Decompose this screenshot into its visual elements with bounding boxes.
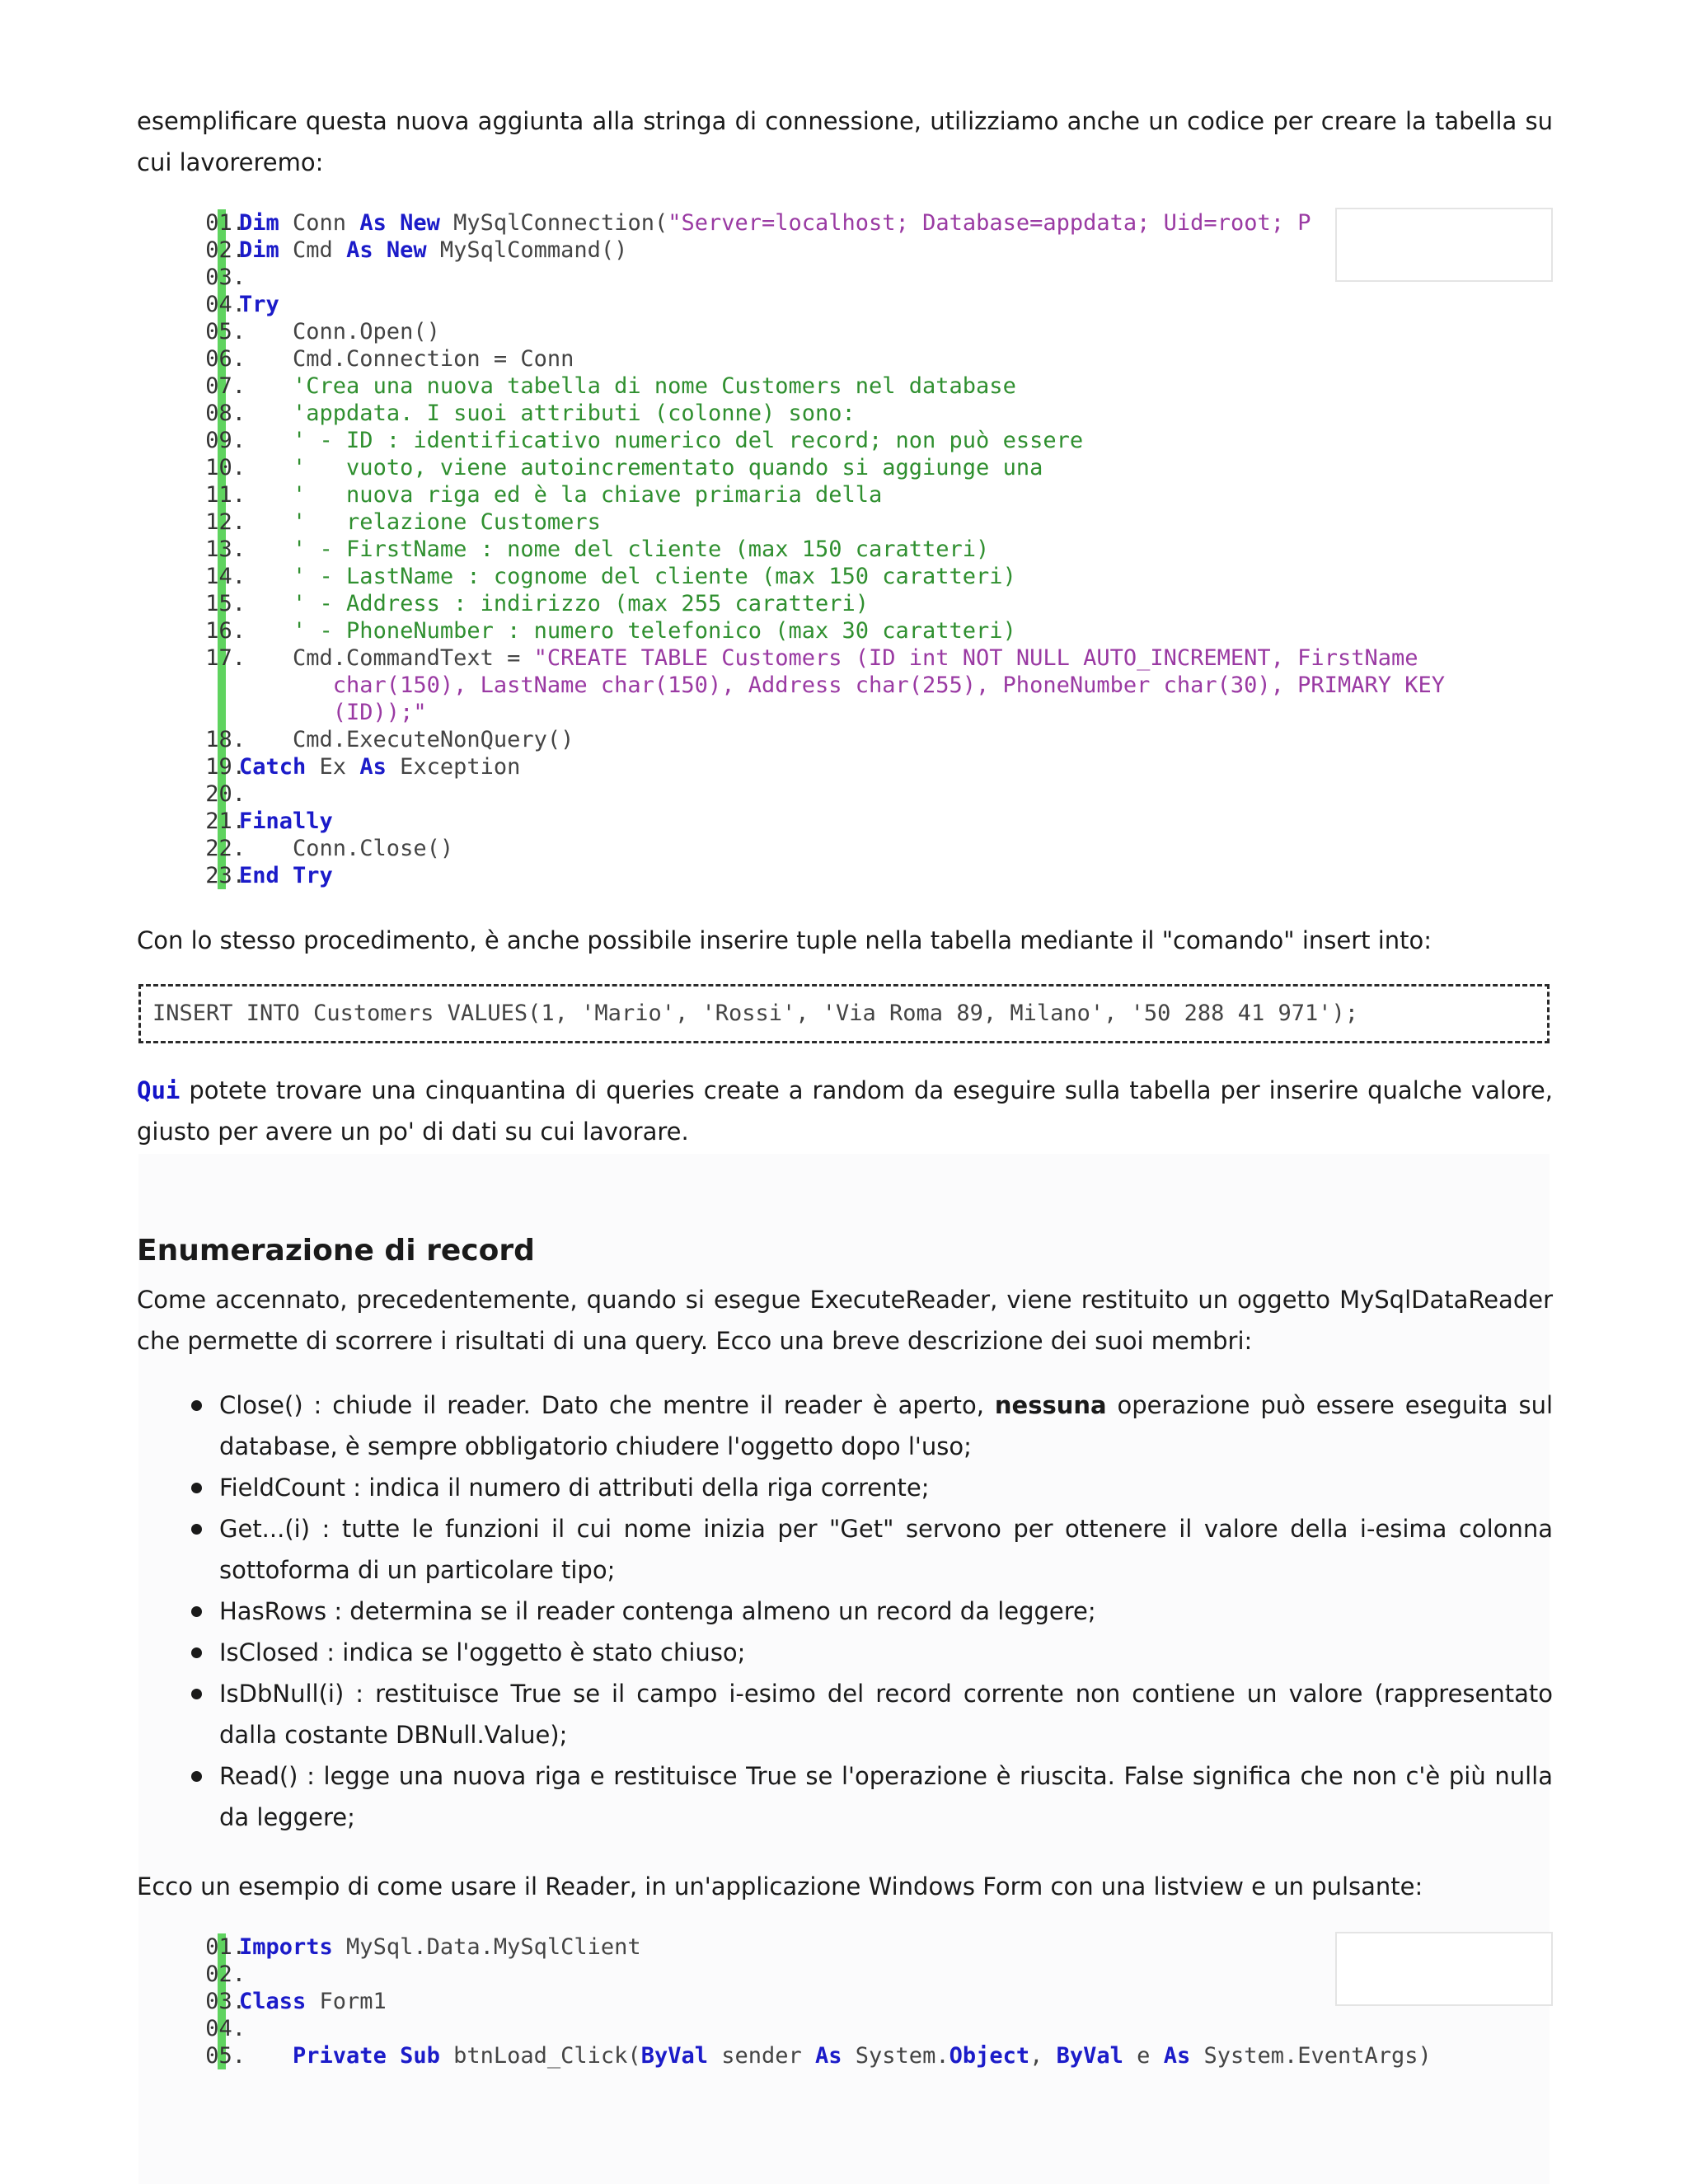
code-token: Class — [239, 1989, 307, 2014]
code-text — [239, 481, 882, 509]
code-token: Cmd.Connection = Conn — [239, 346, 574, 372]
member-text: Read() : legge una nuova riga e restituisce True se l'operazione è riuscita. False significa che non c'è più nulla da leggere; — [219, 1762, 1553, 1831]
code-line — [140, 835, 1556, 862]
line-number: 05. — [205, 319, 246, 344]
line-number: 02. — [205, 237, 246, 263]
line-number: 10. — [205, 455, 246, 480]
code-text — [239, 536, 989, 563]
code-toolbar-overlay[interactable] — [1335, 208, 1553, 282]
code-token: Conn — [279, 210, 360, 236]
insert-intro-paragraph: Con lo stesso procedimento, è anche possibile inserire tuple nella tabella mediante il "comando" insert into: — [137, 926, 1432, 954]
code-token: Conn.Open() — [239, 319, 440, 344]
code-token: As — [1163, 2043, 1191, 2069]
line-number: 06. — [205, 346, 246, 372]
insert-sql-box: INSERT INTO Customers VALUES(1, 'Mario', 'Rossi', 'Via Roma 89, Milano', '50 288 41 971'); — [138, 984, 1550, 1043]
line-number: 22. — [205, 836, 246, 861]
code-text — [239, 1988, 387, 2015]
code-token: ' - PhoneNumber : numero telefonico (max 30 caratteri) — [293, 618, 1016, 644]
line-number: 13. — [205, 537, 246, 562]
line-number: 19. — [205, 754, 246, 780]
line-number: 03. — [205, 1989, 246, 2014]
code-line — [140, 291, 1556, 318]
code-token: (ID));" — [239, 700, 427, 725]
code-line — [140, 753, 1556, 780]
line-number: 01. — [205, 210, 246, 236]
member-text: Close() : chiude il reader. Dato che mentre il reader è aperto, — [219, 1391, 995, 1419]
code-text — [239, 835, 453, 862]
code-line — [140, 536, 1556, 563]
bullet-icon — [191, 1606, 202, 1617]
member-text: IsClosed : indica se l'oggetto è stato chiuso; — [219, 1638, 746, 1666]
code-token: As — [359, 754, 387, 780]
line-number: 21. — [205, 808, 246, 834]
line-number: 16. — [205, 618, 246, 644]
code-text — [239, 1933, 641, 1961]
member-item — [137, 1591, 1553, 1632]
member-item — [137, 1673, 1553, 1755]
code-token: ' relazione Customers — [293, 509, 601, 535]
code-token: ' vuoto, viene autoincrementato quando si aggiunge una — [293, 455, 1043, 480]
code-token: MySql.Data.MySqlClient — [332, 1934, 641, 1960]
qui-text: potete trovare una cinquantina di queries create a random da eseguire sulla tabella per inserire qualche valore, giusto per avere un po' di dati su cui lavorare. — [137, 1076, 1553, 1146]
line-number: 17. — [205, 645, 246, 671]
code-text — [239, 509, 601, 536]
member-item — [137, 1508, 1553, 1591]
code-token: "Server=localhost; Database=appdata; Uid=root; P — [668, 210, 1311, 236]
bullet-icon — [191, 1524, 202, 1535]
code-token — [239, 428, 293, 453]
code-token: Try — [239, 292, 279, 317]
code-line — [140, 780, 1556, 808]
code-token — [239, 564, 293, 589]
code-token: As New — [346, 237, 427, 263]
code-token: As — [815, 2043, 842, 2069]
section-heading: Enumerazione di record — [137, 1234, 535, 1268]
example-intro-paragraph: Ecco un esempio di come usare il Reader, in un'applicazione Windows Form con una listview e un pulsante: — [137, 1872, 1423, 1900]
code-text — [239, 400, 856, 427]
code-line — [140, 617, 1556, 644]
code-line — [140, 2042, 1556, 2069]
code-token: As New — [359, 210, 440, 236]
code-token — [239, 455, 293, 480]
code-text — [239, 345, 574, 373]
code-text — [239, 427, 1083, 454]
code-token: System.EventArgs) — [1190, 2043, 1432, 2069]
line-number: 12. — [205, 509, 246, 535]
code-token — [239, 373, 293, 399]
code-text — [239, 617, 1016, 644]
qui-paragraph — [137, 1070, 1553, 1152]
line-number: 23. — [205, 863, 246, 888]
code-text — [239, 699, 427, 726]
code-line — [140, 862, 1556, 889]
code-token — [239, 509, 293, 535]
line-number: 02. — [205, 1961, 246, 1987]
line-number: 20. — [205, 781, 246, 807]
code-line — [140, 672, 1556, 699]
code-text — [239, 672, 1445, 699]
line-number: 15. — [205, 591, 246, 616]
code-line — [140, 400, 1556, 427]
intro-paragraph: esemplificare questa nuova aggiunta alla stringa di connessione, utilizziamo anche un codice per creare la tabella su cui lavoreremo: — [137, 107, 1553, 176]
code-token: ' - LastName : cognome del cliente (max 150 caratteri) — [293, 564, 1016, 589]
code-token: End Try — [239, 863, 333, 888]
line-number: 04. — [205, 2016, 246, 2041]
code-token: e — [1123, 2043, 1164, 2069]
code-token: , — [1029, 2043, 1057, 2069]
member-emphasis: nessuna — [994, 1391, 1107, 1419]
code-token — [239, 2043, 293, 2069]
code-line — [140, 563, 1556, 590]
code-line — [140, 509, 1556, 536]
code-line — [140, 699, 1556, 726]
members-list — [137, 1385, 1553, 1838]
qui-link[interactable]: Qui — [137, 1076, 181, 1104]
code-token: Conn.Close() — [239, 836, 454, 861]
code-token — [239, 591, 293, 616]
code-line — [140, 427, 1556, 454]
code-line — [140, 345, 1556, 373]
member-text: HasRows : determina se il reader contenga almeno un record da leggere; — [219, 1597, 1096, 1625]
line-number: 08. — [205, 401, 246, 426]
bullet-icon — [191, 1689, 202, 1699]
reader-intro-paragraph: Come accennato, precedentemente, quando si esegue ExecuteReader, viene restituito un oggetto MySqlDataReader che permette di scorrere i risultati di una query. Ecco una breve descrizione dei suoi membri: — [137, 1286, 1553, 1355]
code-token — [239, 537, 293, 562]
code-token: Dim — [239, 237, 279, 263]
code-text — [239, 862, 333, 889]
code-token: Catch — [239, 754, 307, 780]
line-number: 01. — [205, 1934, 246, 1960]
code-token: sender — [707, 2043, 816, 2069]
line-number: 03. — [205, 265, 246, 290]
code-text — [239, 373, 1016, 400]
code-token: Cmd.ExecuteNonQuery() — [239, 727, 574, 752]
code-block-create-table — [140, 209, 1556, 889]
code-token: ByVal — [640, 2043, 708, 2069]
member-text: operazione può essere eseguita sul database, è sempre obbligatorio chiudere l'oggetto dopo l'uso; — [219, 1391, 1553, 1460]
code-token: System. — [842, 2043, 950, 2069]
code-token: Cmd — [279, 237, 347, 263]
code-token: Finally — [239, 808, 333, 834]
code-line — [140, 808, 1556, 835]
line-number: 09. — [205, 428, 246, 453]
code-token: Exception — [386, 754, 521, 780]
code-token: char(150), LastName char(150), Address char(255), PhoneNumber char(30), PRIMARY KEY — [239, 673, 1445, 698]
code-line — [140, 454, 1556, 481]
code-text — [239, 808, 333, 835]
code-token — [239, 401, 293, 426]
code-token: Object — [949, 2043, 1030, 2069]
code-token — [239, 618, 293, 644]
member-item — [137, 1385, 1553, 1467]
code-token: 'Crea una nuova tabella di nome Customers nel database — [293, 373, 1016, 399]
code-toolbar-overlay-2[interactable] — [1335, 1932, 1553, 2006]
line-number: 05. — [205, 2043, 246, 2069]
code-line — [140, 2015, 1556, 2042]
code-line — [140, 590, 1556, 617]
code-line — [140, 481, 1556, 509]
code-token: Private Sub — [293, 2043, 440, 2069]
code-line — [140, 318, 1556, 345]
line-number: 18. — [205, 727, 246, 752]
code-text — [239, 318, 440, 345]
code-text — [239, 454, 1043, 481]
code-text — [239, 563, 1016, 590]
member-text: Get...(i) : tutte le funzioni il cui nome inizia per "Get" servono per ottenere il valore della i-esima colonna sottoforma di un particolare tipo; — [219, 1515, 1553, 1584]
code-text — [239, 2042, 1432, 2069]
line-number: 04. — [205, 292, 246, 317]
code-token: ' - Address : indirizzo (max 255 caratteri) — [293, 591, 870, 616]
code-token: btnLoad_Click( — [439, 2043, 641, 2069]
bullet-icon — [191, 1400, 202, 1411]
code-token: Cmd.CommandText = — [239, 645, 534, 671]
member-item — [137, 1467, 1553, 1508]
code-token: ' - FirstName : nome del cliente (max 150 caratteri) — [293, 537, 990, 562]
code-line — [140, 373, 1556, 400]
code-text — [239, 291, 279, 318]
bullet-icon — [191, 1647, 202, 1658]
code-token: ' nuova riga ed è la chiave primaria della — [293, 482, 883, 508]
code-line — [140, 644, 1556, 672]
code-token: MySqlCommand() — [426, 237, 628, 263]
code-text — [239, 590, 869, 617]
code-line — [140, 726, 1556, 753]
member-item — [137, 1755, 1553, 1838]
code-token: ByVal — [1056, 2043, 1123, 2069]
code-token: Ex — [306, 754, 360, 780]
line-number: 07. — [205, 373, 246, 399]
code-text — [239, 237, 627, 264]
code-token: ' - ID : identificativo numerico del record; non può essere — [293, 428, 1084, 453]
code-token — [239, 482, 293, 508]
code-token: Dim — [239, 210, 279, 236]
line-number: 14. — [205, 564, 246, 589]
code-token: MySqlConnection( — [439, 210, 668, 236]
member-text: FieldCount : indica il numero di attributi della riga corrente; — [219, 1474, 930, 1502]
member-text: IsDbNull(i) : restituisce True se il campo i-esimo del record corrente non contiene un valore (rappresentato dalla costante DBNull.Value); — [219, 1680, 1553, 1749]
line-number: 11. — [205, 482, 246, 508]
code-token: "CREATE TABLE Customers (ID int NOT NULL AUTO_INCREMENT, FirstName — [533, 645, 1418, 671]
code-token: Imports — [239, 1934, 333, 1960]
code-token: 'appdata. I suoi attributi (colonne) sono: — [293, 401, 856, 426]
code-text — [239, 209, 1311, 237]
code-token: Form1 — [306, 1989, 387, 2014]
code-text — [239, 644, 1418, 672]
code-text — [239, 726, 574, 753]
bullet-icon — [191, 1771, 202, 1782]
bullet-icon — [191, 1483, 202, 1493]
code-text — [239, 753, 520, 780]
member-item — [137, 1632, 1553, 1673]
